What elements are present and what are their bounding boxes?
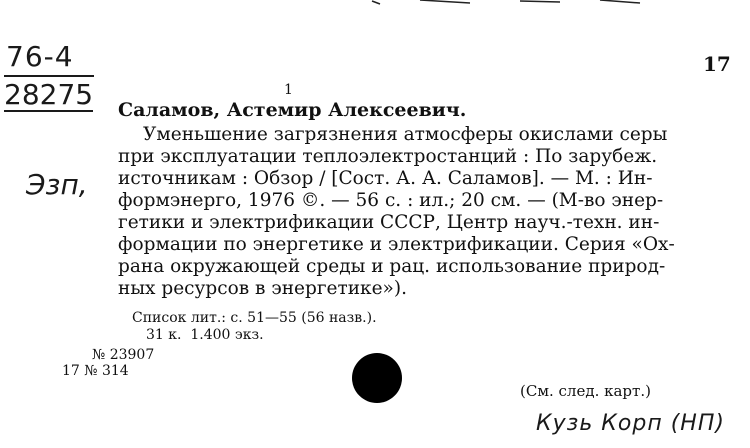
description-line: рана окружающей среды и рац. использование природ- [118, 256, 666, 277]
bibliography-note: Список лит.: с. 51—55 (56 назв.). [132, 310, 377, 326]
number-2: 17 № 314 [62, 363, 129, 379]
punch-hole [352, 353, 402, 403]
entry-number: 1 [284, 82, 293, 98]
description-line: ных ресурсов в энергетике»). [118, 278, 407, 299]
number-1: № 23907 [92, 347, 155, 363]
handwritten-divider [4, 75, 94, 77]
continuation-note: (См. след. карт.) [520, 382, 651, 400]
description-line: гетики и электрификации СССР, Центр науч.-техн. ин- [118, 212, 660, 233]
description-line: Уменьшение загрязнения атмосферы окислами серы [143, 124, 668, 145]
description-line: формации по энергетике и электрификации. Серия «Ох- [118, 234, 675, 255]
handwritten-side-mark: Эзп, [26, 168, 88, 201]
description-line: формэнерго, 1976 ©. — 56 с. : ил.; 20 см. — (М-во энер- [118, 190, 664, 211]
top-edge-scratch [0, 0, 750, 6]
description-line: при эксплуатации теплоэлектростанций : По зарубеж. [118, 146, 658, 167]
handwritten-signature: Кузь Корп (НП) [536, 411, 725, 436]
handwritten-code-bottom: 28275 [4, 78, 94, 111]
description-line: источникам : Обзор / [Сост. А. А. Саламов]. — М. : Ин- [118, 168, 653, 189]
page-number: 17 [703, 52, 731, 76]
author-heading: Саламов, Астемир Алексеевич. [118, 99, 467, 121]
handwritten-code-top: 76-4 [6, 40, 74, 73]
price-copies: 31 к. 1.400 экз. [146, 327, 264, 343]
